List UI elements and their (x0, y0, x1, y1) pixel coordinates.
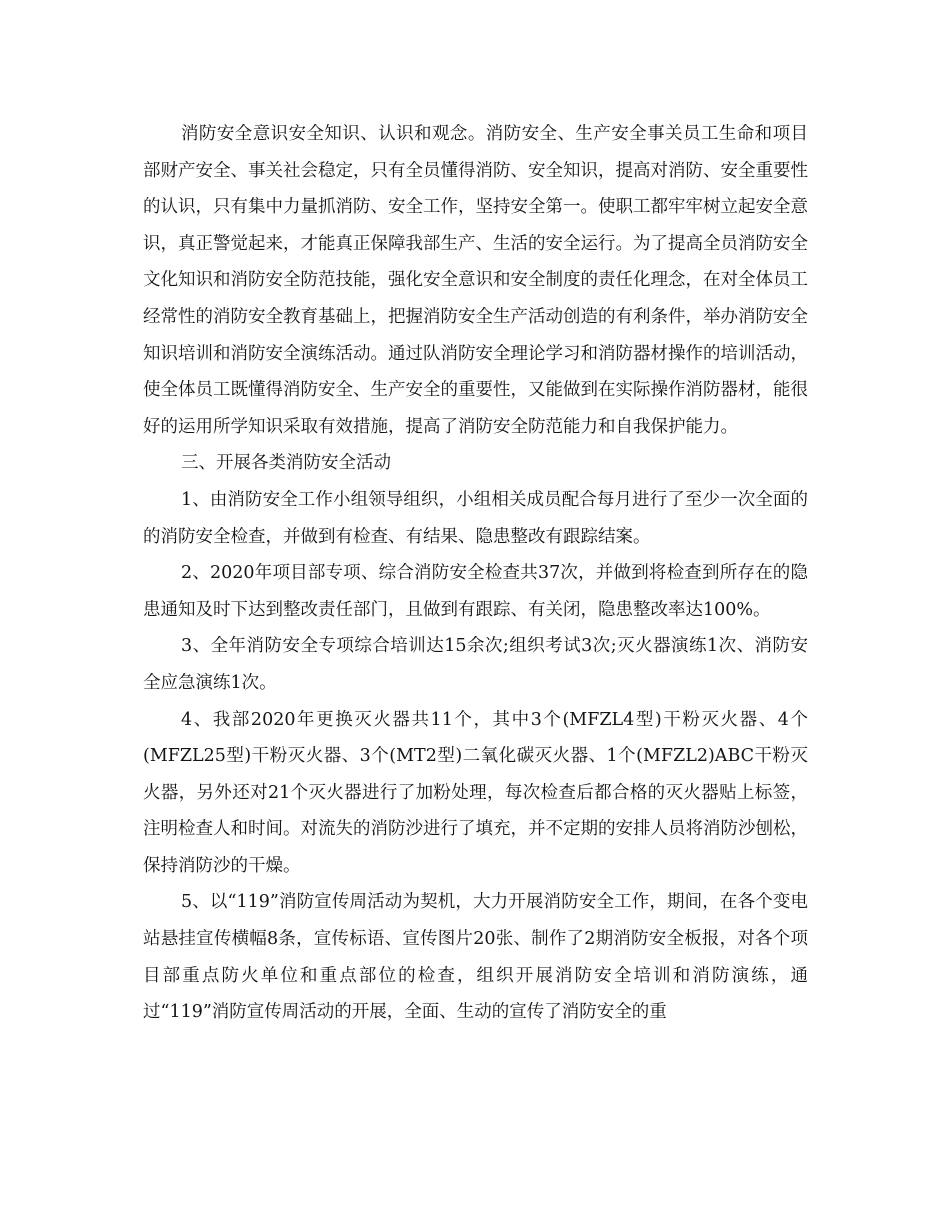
document-body (143, 116, 808, 1031)
paragraph-intro: 消防安全意识安全知识、认识和观念。消防安全、生产安全事关员工生命和项目部财产安全、事关社会稳定，只有全员懂得消防、安全知识，提高对消防、安全重要性的认识，只有集中力量抓消防、安全工作，坚持安全第一。使职工都牢牢树立起安全意识，真正警觉起来，才能真正保障我部生产、生活的安全运行。为了提高全员消防安全文化知识和消防安全防范技能，强化安全意识和安全制度的责任化理念，在对全体员工经常性的消防安全教育基础上，把握消防安全生产活动创造的有利条件，举办消防安全知识培训和消防安全演练活动。通过队消防安全理论学习和消防器材操作的培训活动，使全体员工既懂得消防安全、生产安全的重要性，又能做到在实际操作消防器材，能很好的运用所学知识采取有效措施，提高了消防安全防范能力和自我保护能力。 (143, 124, 808, 437)
list-item-3: 3、全年消防安全专项综合培训达15余次;组织考试3次;灭火器演练1次、消防安全应急演练1次。 (143, 636, 808, 693)
list-item-5: 5、以“119”消防宣传周活动为契机，大力开展消防安全工作，期间，在各个变电站悬挂宣传横幅8条，宣传标语、宣传图片20张、制作了2期消防安全板报，对各个项目部重点防火单位和重点部位的检查，组织开展消防安全培训和消防演练，通过“119”消防宣传周活动的开展，全面、生动的宣传了消防安全的重 (143, 892, 808, 1023)
section-heading: 三、开展各类消防安全活动 (181, 453, 391, 474)
list-item-2: 2、2020年项目部专项、综合消防安全检查共37次，并做到将检查到所存在的隐患通知及时下达到整改责任部门，且做到有跟踪、有关闭，隐患整改率达100%。 (143, 563, 808, 620)
list-item-4: 4、我部2020年更换灭火器共11个，其中3个(MFZL4型)干粉灭火器、4个(MFZL25型)干粉灭火器、3个(MT2型)二氧化碳灭火器、1个(MFZL2)ABC干粉灭火器，另外还对21个灭火器进行了加粉处理，每次检查后都合格的灭火器贴上标签，注明检查人和时间。对流失的消防沙进行了填充，并不定期的安排人员将消防沙刨松，保持消防沙的干燥。 (143, 709, 808, 876)
list-item-1: 1、由消防安全工作小组领导组织，小组相关成员配合每月进行了至少一次全面的的消防安全检查，并做到有检查、有结果、隐患整改有跟踪结案。 (143, 489, 808, 547)
